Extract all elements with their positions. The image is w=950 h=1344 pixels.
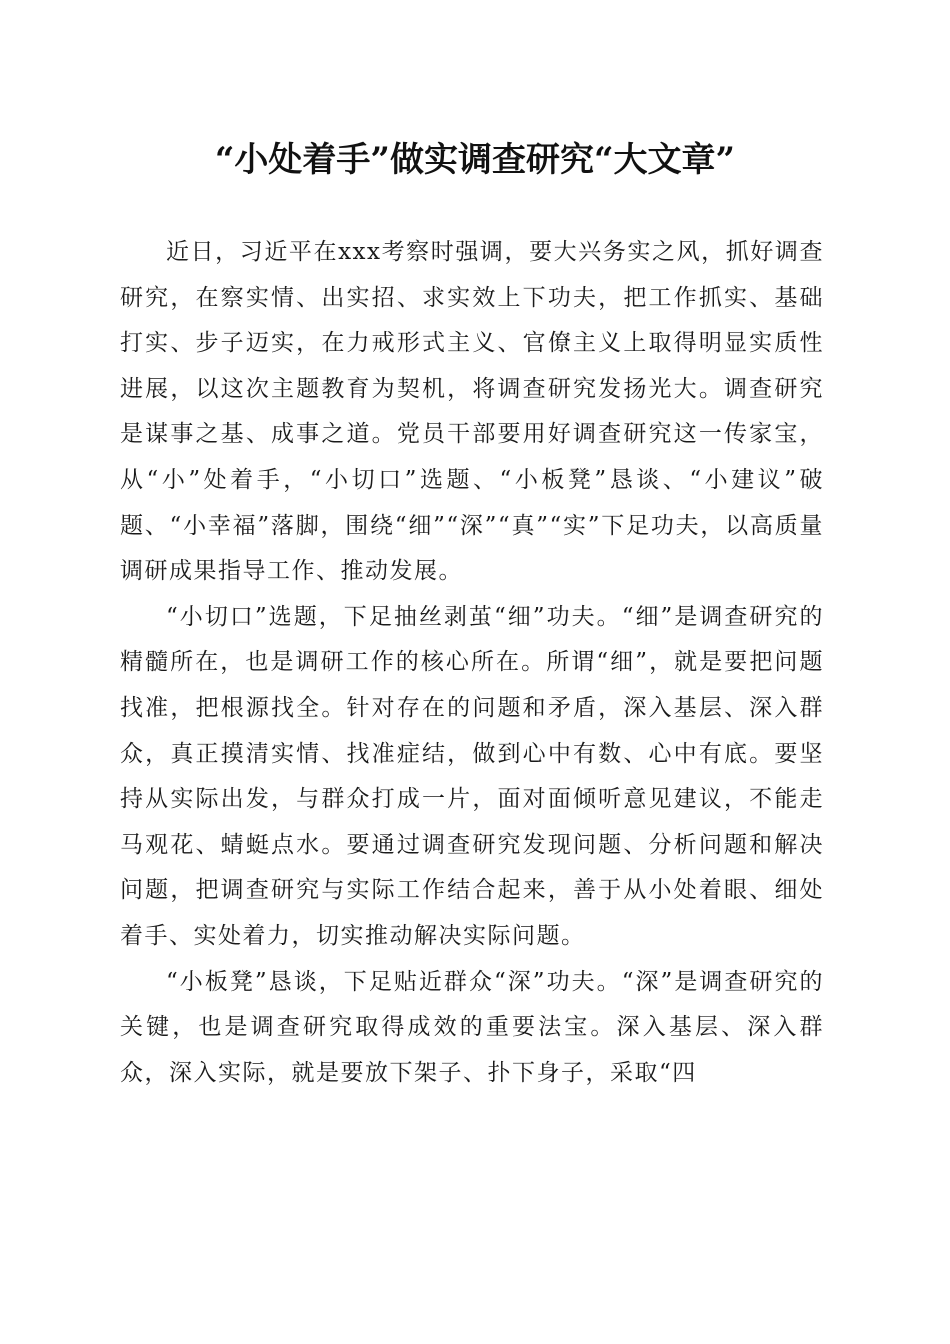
paragraph-2: “小切口”选题，下足抽丝剥茧“细”功夫。“细”是调查研究的精髓所在，也是调研工作的核心所在。所谓“细”，就是要把问题找准，把根源找全。针对存在的问题和矛盾，深入基层、深入群众，真正摸清实情、找准症结，做到心中有数、心中有底。要坚持从实际出发，与群众打成一片，面对面倾听意见建议，不能走马观花、蜻蜓点水。要通过调查研究发现问题、分析问题和解决问题，把调查研究与实际工作结合起来，善于从小处着眼、细处着手、实处着力，切实推动解决实际问题。 xyxy=(120,603,824,949)
document-title: “小处着手”做实调查研究“大文章” xyxy=(214,140,736,180)
paragraph-1: 近日，习近平在xxx考察时强调，要大兴务实之风，抓好调查研究，在察实情、出实招、求实效上下功夫，把工作抓实、基础打实、步子迈实，在力戒形式主义、官僚主义上取得明显实质性进展，以这次主题教育为契机，将调查研究发扬光大。调查研究是谋事之基、成事之道。党员干部要用好调查研究这一传家宝，从“小”处着手，“小切口”选题、“小板凳”恳谈、“小建议”破题、“小幸福”落脚，围绕“细”“深”“真”“实”下足功夫，以高质量调研成果指导工作、推动发展。 xyxy=(120,239,824,585)
document-body xyxy=(120,230,824,1096)
paragraph-3: “小板凳”恳谈，下足贴近群众“深”功夫。“深”是调查研究的关键，也是调查研究取得成效的重要法宝。深入基层、深入群众，深入实际，就是要放下架子、扑下身子，采取“四 xyxy=(120,968,824,1086)
